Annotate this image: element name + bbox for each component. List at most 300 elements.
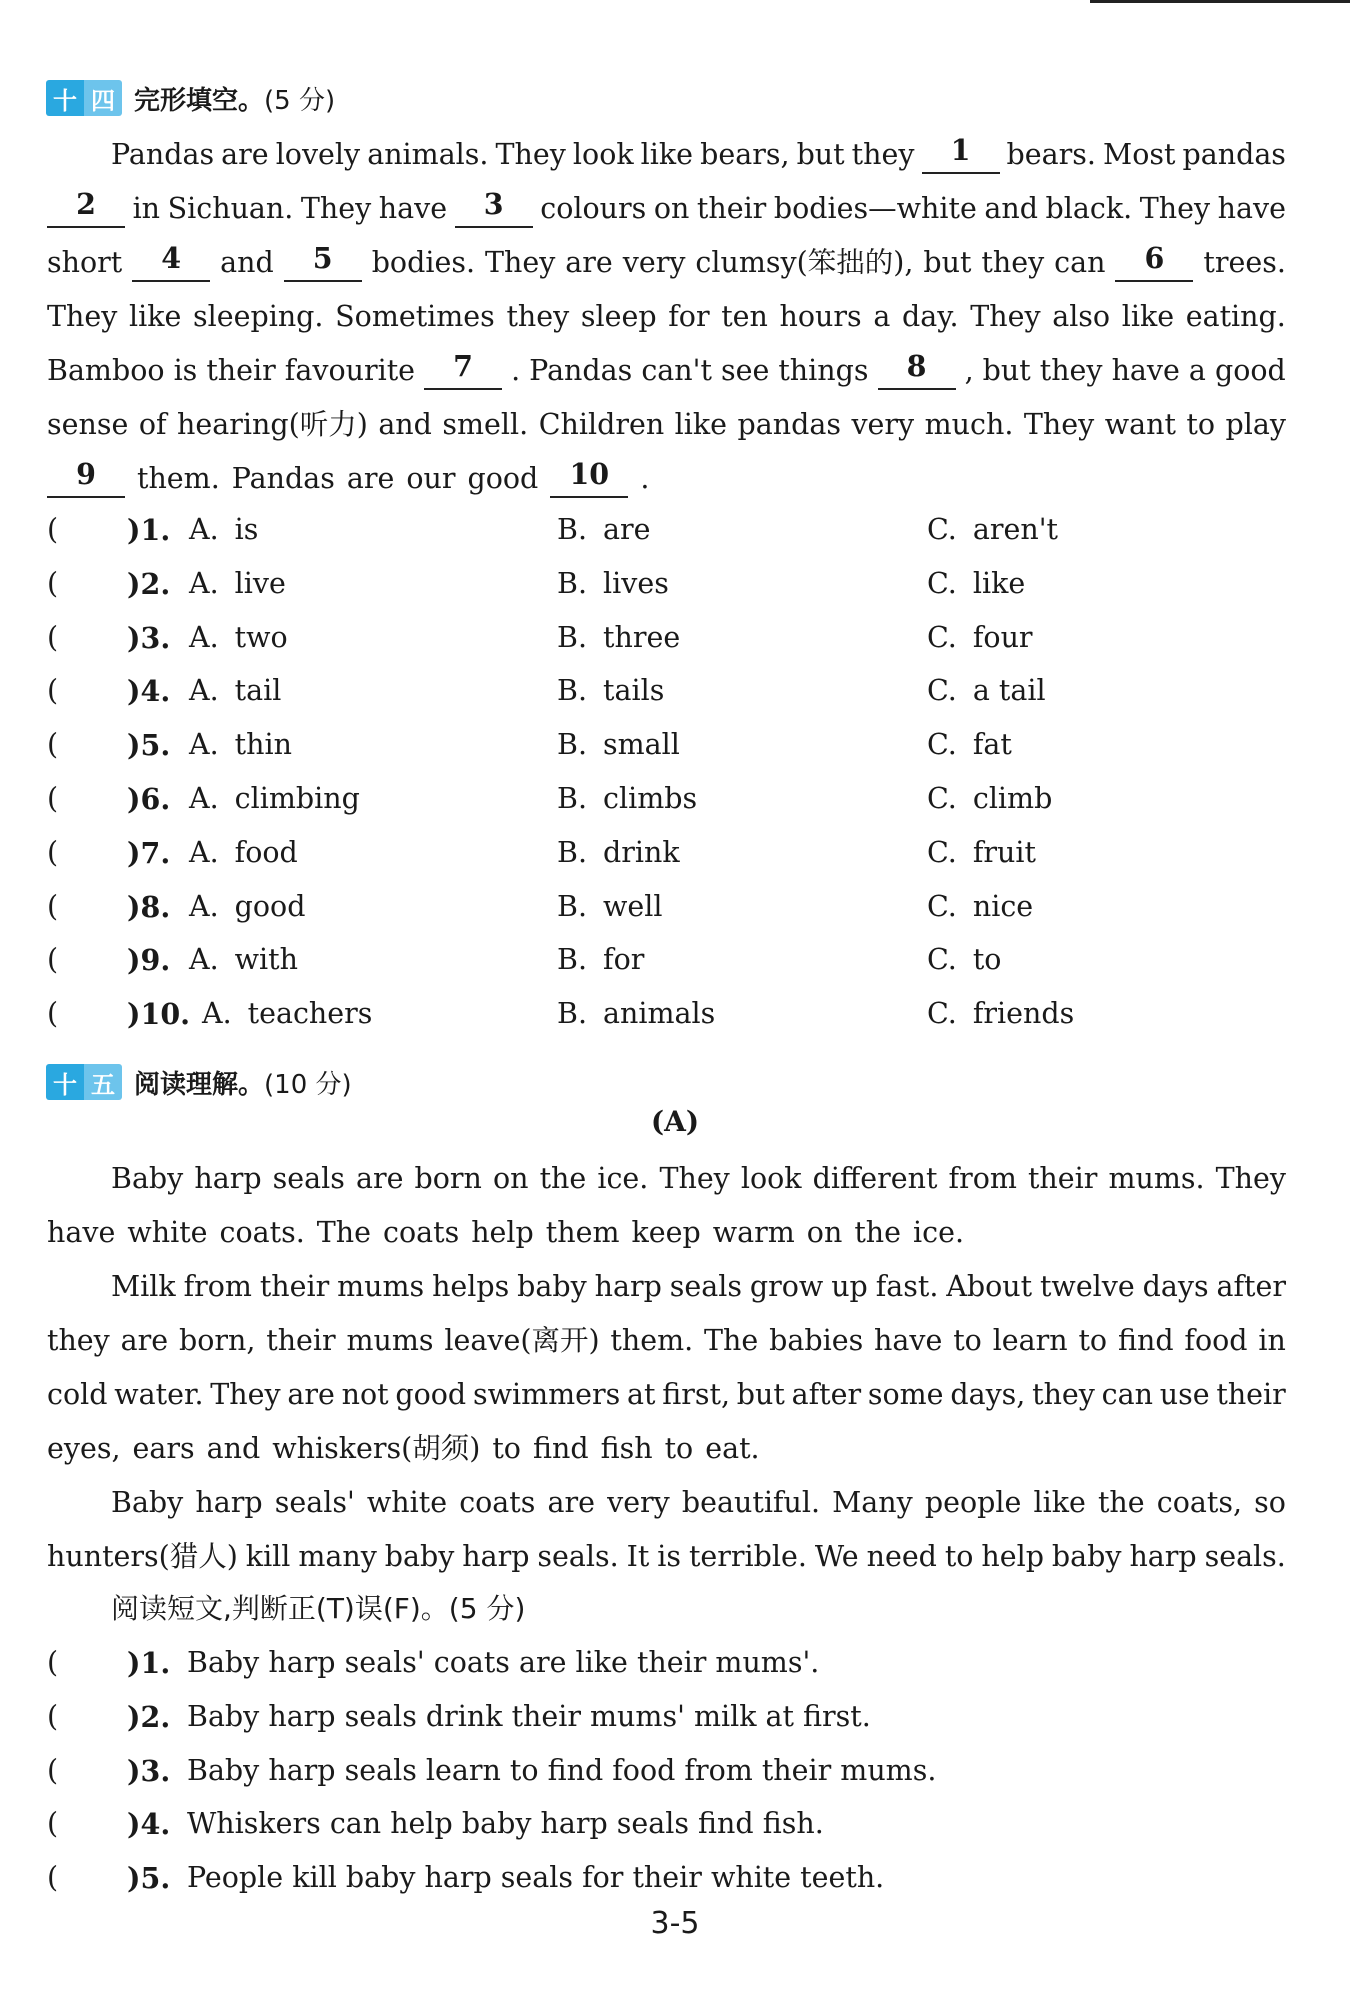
word: the bbox=[539, 1162, 587, 1195]
word: Baby bbox=[111, 1162, 184, 1195]
option-letter: A. bbox=[189, 835, 219, 869]
badge-char: 十 bbox=[46, 1064, 84, 1100]
tf-row bbox=[47, 1851, 1287, 1905]
option-text: teachers bbox=[247, 997, 373, 1031]
word: They bbox=[47, 300, 118, 333]
word: baby bbox=[1051, 1540, 1122, 1573]
word: a bbox=[1188, 354, 1206, 387]
word: ten bbox=[721, 300, 768, 333]
word: kill bbox=[245, 1540, 291, 1573]
word: are bbox=[346, 462, 395, 495]
word: they bbox=[981, 246, 1045, 279]
word: hunters(猎人) bbox=[47, 1540, 238, 1573]
word: Milk bbox=[111, 1270, 176, 1303]
badge-char: 五 bbox=[84, 1064, 122, 1100]
option-letter: A. bbox=[189, 943, 219, 977]
option-text: tail bbox=[234, 674, 282, 708]
word: bears, bbox=[700, 138, 790, 171]
word: to bbox=[944, 1540, 974, 1573]
word: is bbox=[173, 354, 198, 387]
answer-blank[interactable]: 4 bbox=[132, 236, 210, 282]
option-letter: B. bbox=[557, 782, 588, 815]
option-a[interactable] bbox=[189, 503, 258, 557]
word: and bbox=[206, 1432, 261, 1465]
answer-paren[interactable]: ( bbox=[47, 674, 59, 708]
cloze-line bbox=[47, 290, 1286, 344]
word: They bbox=[1023, 408, 1095, 441]
word: but bbox=[982, 354, 1031, 387]
word: to bbox=[953, 1324, 982, 1357]
word: cold bbox=[47, 1378, 108, 1411]
answer-paren[interactable]: ( bbox=[47, 566, 59, 600]
option-b[interactable] bbox=[557, 503, 651, 557]
word: sleep bbox=[580, 300, 657, 333]
option-b[interactable] bbox=[557, 826, 680, 880]
word: but bbox=[796, 138, 845, 171]
badge-char: 四 bbox=[84, 80, 122, 116]
word: not bbox=[341, 1378, 389, 1411]
option-a[interactable] bbox=[189, 772, 360, 826]
word: harp bbox=[462, 1540, 530, 1573]
word: find bbox=[532, 1432, 589, 1465]
option-text: with bbox=[234, 943, 298, 977]
word: can't bbox=[641, 354, 712, 387]
question-number: )1. bbox=[127, 1646, 171, 1680]
word: Children bbox=[538, 408, 665, 441]
answer-blank[interactable]: 9 bbox=[47, 452, 125, 498]
answer-paren[interactable]: ( bbox=[47, 782, 59, 815]
word: they bbox=[851, 138, 915, 171]
option-row bbox=[47, 503, 1287, 557]
word: very bbox=[607, 1486, 670, 1519]
word: harp bbox=[594, 1270, 662, 1303]
word: have bbox=[1217, 192, 1286, 225]
option-letter: A. bbox=[189, 513, 219, 546]
section-15-title: 阅读理解。 bbox=[134, 1069, 265, 1100]
word: food bbox=[1184, 1324, 1248, 1357]
word: in bbox=[132, 192, 161, 225]
word: bodies. bbox=[371, 246, 475, 279]
word: They bbox=[1215, 1162, 1286, 1195]
word: born bbox=[414, 1162, 482, 1195]
word: favourite bbox=[284, 354, 416, 387]
option-text: two bbox=[234, 620, 288, 654]
option-c[interactable] bbox=[927, 503, 1058, 557]
question-number: )4. bbox=[127, 674, 171, 709]
word: babies bbox=[769, 1324, 864, 1357]
passage-line bbox=[47, 1368, 1286, 1422]
word: The bbox=[316, 1216, 371, 1249]
word: Pandas bbox=[111, 138, 215, 171]
option-text: lives bbox=[603, 566, 669, 600]
option-text: animals bbox=[603, 997, 716, 1031]
option-letter: C. bbox=[927, 835, 957, 869]
cloze-line bbox=[47, 398, 1286, 452]
option-c[interactable] bbox=[927, 557, 1025, 611]
word: keep bbox=[631, 1216, 701, 1249]
word: they bbox=[1032, 1378, 1095, 1411]
option-b[interactable] bbox=[557, 664, 664, 718]
word: eating. bbox=[1185, 300, 1286, 333]
word: the bbox=[1097, 1486, 1145, 1519]
question-number: )3. bbox=[127, 620, 171, 655]
answer-blank[interactable]: 2 bbox=[47, 182, 125, 228]
option-letter: C. bbox=[927, 728, 957, 762]
word: Many bbox=[832, 1486, 913, 1519]
option-text: food bbox=[234, 835, 298, 869]
option-text: small bbox=[603, 728, 680, 762]
word: good bbox=[467, 462, 539, 495]
option-text: live bbox=[234, 566, 286, 600]
word: like bbox=[674, 408, 728, 441]
option-text: three bbox=[603, 620, 681, 654]
option-a[interactable] bbox=[189, 826, 298, 880]
passage-line bbox=[47, 1530, 1286, 1584]
option-letter: A. bbox=[189, 889, 219, 923]
option-c[interactable] bbox=[927, 772, 1052, 826]
option-text: fruit bbox=[972, 835, 1036, 869]
answer-paren[interactable]: ( bbox=[47, 728, 59, 762]
word: Bamboo bbox=[47, 354, 165, 387]
option-c[interactable] bbox=[927, 664, 1046, 718]
word: The bbox=[704, 1324, 759, 1357]
word: smell. bbox=[442, 408, 529, 441]
answer-blank[interactable]: 1 bbox=[922, 128, 1000, 174]
word: is bbox=[657, 1540, 682, 1573]
question-number: )8. bbox=[127, 889, 171, 924]
option-letter: B. bbox=[557, 674, 588, 708]
option-c[interactable] bbox=[927, 826, 1036, 880]
word: pandas bbox=[737, 408, 841, 441]
option-text: for bbox=[603, 943, 645, 977]
answer-paren[interactable]: ( bbox=[47, 620, 59, 654]
word: for bbox=[668, 300, 710, 333]
question-number: )1. bbox=[127, 513, 171, 547]
word: them bbox=[545, 1216, 620, 1249]
tf-row bbox=[47, 1797, 1287, 1851]
word: bodies—white bbox=[773, 192, 977, 225]
word: They bbox=[484, 246, 556, 279]
word: harp bbox=[1129, 1540, 1197, 1573]
option-text: nice bbox=[972, 889, 1034, 923]
word: sleeping. bbox=[193, 300, 324, 333]
option-c[interactable] bbox=[927, 718, 1012, 772]
word: . bbox=[511, 354, 521, 387]
word: helps bbox=[432, 1270, 510, 1303]
passage-a-label: (A) bbox=[650, 1105, 700, 1138]
option-row bbox=[47, 933, 1287, 987]
word: About bbox=[946, 1270, 1033, 1303]
word: our bbox=[406, 462, 456, 495]
word: It bbox=[626, 1540, 650, 1573]
option-text: fat bbox=[972, 728, 1012, 762]
word: are bbox=[287, 1378, 335, 1411]
word: days, bbox=[950, 1378, 1026, 1411]
word: on bbox=[653, 192, 690, 225]
word: black. bbox=[1045, 192, 1133, 225]
word: days bbox=[1142, 1270, 1209, 1303]
option-c[interactable] bbox=[927, 933, 1001, 987]
word: They bbox=[495, 138, 566, 171]
word: swimmers bbox=[472, 1378, 621, 1411]
option-a[interactable] bbox=[189, 611, 288, 665]
word: short bbox=[47, 246, 123, 279]
option-row bbox=[47, 611, 1287, 665]
question-number: )2. bbox=[127, 566, 171, 601]
section-15-badge bbox=[46, 1064, 122, 1100]
word: good bbox=[395, 1378, 467, 1411]
tf-row bbox=[47, 1636, 1287, 1690]
word: of bbox=[138, 408, 167, 441]
word: the bbox=[854, 1216, 901, 1249]
word: Sichuan. bbox=[167, 192, 294, 225]
statement-text: Baby harp seals drink their mums' milk at first. bbox=[187, 1699, 871, 1733]
option-c[interactable] bbox=[927, 611, 1033, 665]
question-number: )4. bbox=[127, 1807, 171, 1842]
word: baby bbox=[517, 1270, 587, 1303]
option-b[interactable] bbox=[557, 557, 669, 611]
word: to bbox=[1078, 1324, 1108, 1357]
word: lovely bbox=[275, 138, 361, 171]
section-14-score: (5 分) bbox=[264, 85, 336, 116]
statement-text: Baby harp seals' coats are like their mums'. bbox=[187, 1646, 820, 1679]
option-text: tails bbox=[603, 674, 665, 708]
word: look bbox=[572, 138, 634, 171]
word: them. bbox=[137, 462, 220, 495]
passage-line bbox=[47, 1206, 1286, 1260]
word: and bbox=[220, 246, 274, 279]
option-letter: B. bbox=[557, 566, 588, 600]
word: coats bbox=[383, 1216, 460, 1249]
word: fish bbox=[600, 1432, 653, 1465]
answer-paren[interactable]: ( bbox=[47, 1807, 59, 1841]
word: from bbox=[183, 1270, 252, 1303]
question-number: )7. bbox=[127, 835, 171, 870]
question-number: )9. bbox=[127, 943, 171, 978]
answer-paren[interactable]: ( bbox=[47, 1753, 59, 1787]
option-text: are bbox=[603, 513, 651, 546]
option-letter: B. bbox=[557, 620, 588, 654]
option-letter: B. bbox=[557, 835, 588, 869]
word: seals' bbox=[274, 1486, 355, 1519]
word: are bbox=[221, 138, 269, 171]
word: harp bbox=[195, 1486, 263, 1519]
answer-blank[interactable]: 3 bbox=[455, 182, 533, 228]
word: like bbox=[1033, 1486, 1086, 1519]
word: Pandas bbox=[231, 462, 335, 495]
word: so bbox=[1254, 1486, 1286, 1519]
word: harp bbox=[194, 1162, 262, 1195]
option-letter: A. bbox=[189, 620, 219, 654]
section-14-badge bbox=[46, 80, 122, 116]
option-letter: A. bbox=[189, 674, 219, 708]
word: see bbox=[720, 354, 770, 387]
word: help bbox=[471, 1216, 534, 1249]
word: Pandas bbox=[529, 354, 633, 387]
word: baby bbox=[384, 1540, 455, 1573]
option-letter: C. bbox=[927, 674, 957, 708]
answer-blank[interactable]: 8 bbox=[878, 344, 956, 390]
word: to bbox=[1186, 408, 1216, 441]
word: coats bbox=[459, 1486, 536, 1519]
word: white bbox=[366, 1486, 448, 1519]
option-letter: B. bbox=[557, 889, 588, 923]
word: animals. bbox=[367, 138, 489, 171]
word: things bbox=[778, 354, 869, 387]
section-14-header bbox=[46, 78, 335, 118]
option-b[interactable] bbox=[557, 611, 680, 665]
option-letter: B. bbox=[557, 728, 588, 762]
answer-blank[interactable]: 10 bbox=[550, 452, 628, 498]
option-row bbox=[47, 987, 1287, 1041]
answer-paren[interactable]: ( bbox=[47, 1861, 59, 1895]
answer-paren[interactable]: ( bbox=[47, 513, 59, 546]
option-b[interactable] bbox=[557, 933, 644, 987]
word: seals. bbox=[1204, 1540, 1286, 1573]
word: up bbox=[831, 1270, 868, 1303]
cloze-line bbox=[47, 182, 1286, 236]
answer-paren[interactable]: ( bbox=[47, 1646, 59, 1679]
word: look bbox=[740, 1162, 802, 1195]
answer-paren[interactable]: ( bbox=[47, 943, 59, 977]
statement-text: Whiskers can help baby harp seals find fish. bbox=[187, 1807, 824, 1841]
word: people bbox=[924, 1486, 1022, 1519]
word: They bbox=[970, 300, 1041, 333]
option-b[interactable] bbox=[557, 987, 715, 1041]
option-text: drink bbox=[603, 835, 680, 869]
option-letter: B. bbox=[557, 943, 588, 977]
word: and bbox=[984, 192, 1038, 225]
word: many bbox=[298, 1540, 377, 1573]
word: good bbox=[1214, 354, 1286, 387]
option-a[interactable] bbox=[189, 933, 298, 987]
word: They bbox=[1139, 192, 1211, 225]
option-letter: A. bbox=[189, 728, 219, 762]
tf-row bbox=[47, 1690, 1287, 1744]
option-b[interactable] bbox=[557, 718, 680, 772]
word: their bbox=[1027, 1162, 1098, 1195]
option-b[interactable] bbox=[557, 772, 697, 826]
option-letter: C. bbox=[927, 513, 957, 546]
option-text: is bbox=[234, 513, 259, 546]
option-a[interactable] bbox=[189, 557, 286, 611]
section-15-header bbox=[46, 1062, 352, 1102]
answer-blank[interactable]: 6 bbox=[1115, 236, 1193, 282]
cloze-line bbox=[47, 452, 1286, 506]
word: they bbox=[1039, 354, 1103, 387]
option-letter: C. bbox=[927, 620, 957, 654]
answer-blank[interactable]: 7 bbox=[424, 344, 502, 390]
word: fast. bbox=[875, 1270, 939, 1303]
option-row bbox=[47, 718, 1287, 772]
passage-line bbox=[111, 1260, 1286, 1314]
statement-text: Baby harp seals learn to find food from their mums. bbox=[187, 1753, 937, 1787]
passage-line bbox=[47, 1314, 1286, 1368]
word: play bbox=[1225, 408, 1286, 441]
word: to bbox=[492, 1432, 521, 1465]
answer-paren[interactable]: ( bbox=[47, 835, 59, 869]
option-text: aren't bbox=[972, 513, 1058, 546]
option-c[interactable] bbox=[927, 880, 1033, 934]
option-text: like bbox=[972, 566, 1026, 600]
answer-blank[interactable]: 5 bbox=[284, 236, 362, 282]
word: are bbox=[547, 1486, 595, 1519]
word: like bbox=[640, 138, 694, 171]
word: like bbox=[128, 300, 182, 333]
question-number: )3. bbox=[127, 1753, 171, 1788]
tf-row bbox=[47, 1744, 1287, 1798]
word: colours bbox=[540, 192, 647, 225]
badge-char: 十 bbox=[46, 80, 84, 116]
page-number: 3-5 bbox=[650, 1906, 700, 1941]
word: born, bbox=[178, 1324, 256, 1357]
option-b[interactable] bbox=[557, 880, 663, 934]
word: on bbox=[493, 1162, 529, 1195]
answer-paren[interactable]: ( bbox=[47, 1699, 59, 1733]
option-row bbox=[47, 880, 1287, 934]
word: their bbox=[1216, 1378, 1286, 1411]
word: very bbox=[622, 246, 686, 279]
word: bears. bbox=[1006, 138, 1096, 171]
word: from bbox=[948, 1162, 1017, 1195]
question-number: )5. bbox=[127, 728, 171, 763]
word: seals bbox=[272, 1162, 345, 1195]
word: mums. bbox=[1108, 1162, 1205, 1195]
option-text: climb bbox=[972, 782, 1053, 815]
word: They bbox=[300, 192, 372, 225]
word: use bbox=[1159, 1378, 1210, 1411]
option-text: four bbox=[972, 620, 1033, 654]
word: have bbox=[874, 1324, 943, 1357]
option-a[interactable] bbox=[202, 987, 372, 1041]
option-a[interactable] bbox=[189, 718, 292, 772]
option-c[interactable] bbox=[927, 987, 1074, 1041]
word: on bbox=[806, 1216, 843, 1249]
word: some bbox=[867, 1378, 944, 1411]
question-number: )2. bbox=[127, 1699, 171, 1734]
option-letter: B. bbox=[557, 997, 588, 1031]
word: coats. bbox=[219, 1216, 305, 1249]
word: have bbox=[47, 1216, 116, 1249]
word: they bbox=[506, 300, 570, 333]
option-letter: A. bbox=[189, 566, 219, 600]
word: different bbox=[812, 1162, 938, 1195]
question-number: )5. bbox=[127, 1861, 171, 1896]
word: white bbox=[127, 1216, 208, 1249]
answer-paren[interactable]: ( bbox=[47, 889, 59, 923]
option-text: to bbox=[972, 943, 1002, 977]
section-15-score: (10 分) bbox=[264, 1069, 352, 1100]
word: ice. bbox=[597, 1162, 649, 1195]
word: can bbox=[1054, 246, 1106, 279]
word: trees. bbox=[1203, 246, 1286, 279]
word: coats, bbox=[1156, 1486, 1243, 1519]
word: seals. bbox=[537, 1540, 619, 1573]
passage-line bbox=[111, 1476, 1286, 1530]
word: but bbox=[736, 1378, 785, 1411]
word: They bbox=[659, 1162, 730, 1195]
option-text: well bbox=[603, 889, 663, 923]
option-a[interactable] bbox=[189, 880, 305, 934]
cloze-line bbox=[47, 344, 1286, 398]
section-14-title: 完形填空。 bbox=[134, 85, 265, 116]
option-letter: B. bbox=[557, 513, 588, 546]
option-a[interactable] bbox=[189, 664, 281, 718]
word: they bbox=[47, 1324, 110, 1357]
word: eyes, bbox=[47, 1432, 121, 1465]
word: much. bbox=[924, 408, 1014, 441]
answer-paren[interactable]: ( bbox=[47, 997, 59, 1031]
